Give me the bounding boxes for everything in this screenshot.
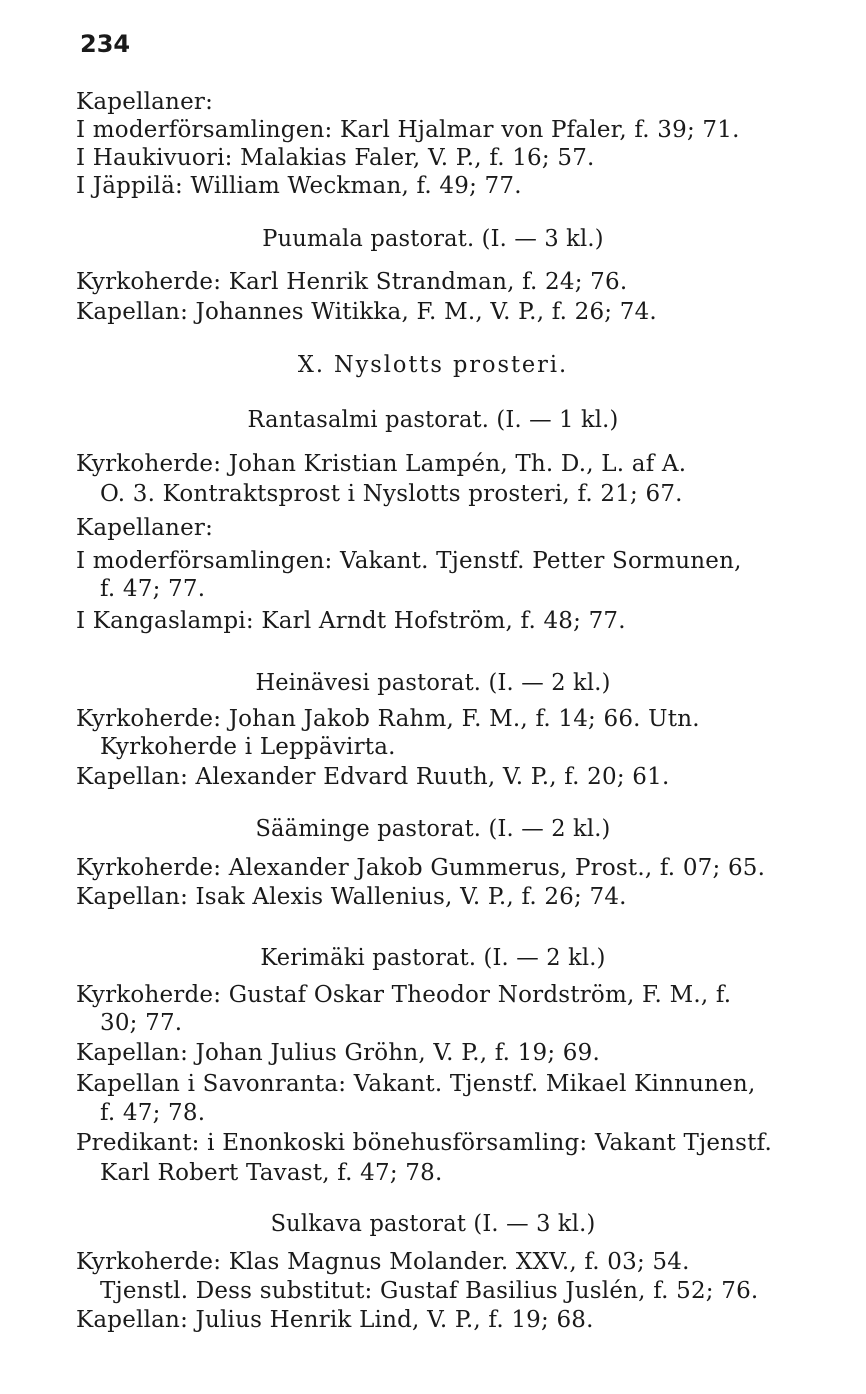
text-line: Tjenstl. Dess substitut: Gustaf Basilius Juslén, f. 52; 76. [100, 1278, 759, 1304]
text-line: Kyrkoherde: Johan Kristian Lampén, Th. D., L. af A. [76, 451, 687, 477]
section-title-heinavesi: Heinävesi pastorat. (I. — 2 kl.) [255, 670, 611, 696]
text-line: f. 47; 78. [100, 1100, 206, 1126]
text-line: I Haukivuori: Malakias Faler, V. P., f. 16; 57. [76, 145, 595, 171]
page-number: 234 [80, 30, 131, 58]
text-line: 30; 77. [100, 1010, 183, 1036]
text-line: Kyrkoherde: Klas Magnus Molander. XXV., f. 03; 54. [76, 1249, 690, 1275]
text-line: f. 47; 77. [100, 576, 206, 602]
text-line: Kapellan: Isak Alexis Wallenius, V. P., f. 26; 74. [76, 884, 627, 910]
section-title-puumala: Puumala pastorat. (I. — 3 kl.) [262, 226, 604, 252]
text-line: Kapellan: Alexander Edvard Ruuth, V. P., f. 20; 61. [76, 764, 670, 790]
section-title-kerimaki: Kerimäki pastorat. (I. — 2 kl.) [260, 945, 606, 971]
section-title-sulkava: Sulkava pastorat (I. — 3 kl.) [270, 1211, 596, 1237]
text-line: Kapellan: Johan Julius Gröhn, V. P., f. 19; 69. [76, 1040, 600, 1066]
text-line: Kapellan: Johannes Witikka, F. M., V. P., f. 26; 74. [76, 299, 657, 325]
text-line: Kyrkoherde: Johan Jakob Rahm, F. M., f. 14; 66. Utn. [76, 706, 700, 732]
section-title-rantasalmi: Rantasalmi pastorat. (I. — 1 kl.) [247, 407, 619, 433]
text-line: Kyrkoherde: Gustaf Oskar Theodor Nordström, F. M., f. [76, 982, 732, 1008]
text-line: Kyrkoherde i Leppävirta. [100, 734, 396, 760]
text-line: I Kangaslampi: Karl Arndt Hofström, f. 48; 77. [76, 608, 626, 634]
text-line: O. 3. Kontraktsprost i Nyslotts prosteri, f. 21; 67. [100, 481, 683, 507]
section-title-saaminge: Sääminge pastorat. (I. — 2 kl.) [255, 816, 611, 842]
text-line: Karl Robert Tavast, f. 47; 78. [100, 1160, 443, 1186]
chapter-title: X. Nyslotts prosteri. [297, 352, 569, 378]
text-line: I moderförsamlingen: Vakant. Tjenstf. Petter Sormunen, [76, 548, 742, 574]
text-line: Kyrkoherde: Karl Henrik Strandman, f. 24; 76. [76, 269, 628, 295]
text-line: Predikant: i Enonkoski bönehusförsamling: Vakant Tjenstf. [76, 1130, 773, 1156]
text-line: I Jäppilä: William Weckman, f. 49; 77. [76, 173, 522, 199]
text-line: Kyrkoherde: Alexander Jakob Gummerus, Prost., f. 07; 65. [76, 855, 766, 881]
heading-kapellaner: Kapellaner: [76, 515, 214, 541]
text-line: Kapellan i Savonranta: Vakant. Tjenstf. Mikael Kinnunen, [76, 1071, 756, 1097]
heading-kapellaner: Kapellaner: [76, 89, 214, 115]
text-line: I moderförsamlingen: Karl Hjalmar von Pfaler, f. 39; 71. [76, 117, 740, 143]
text-line: Kapellan: Julius Henrik Lind, V. P., f. 19; 68. [76, 1307, 594, 1333]
